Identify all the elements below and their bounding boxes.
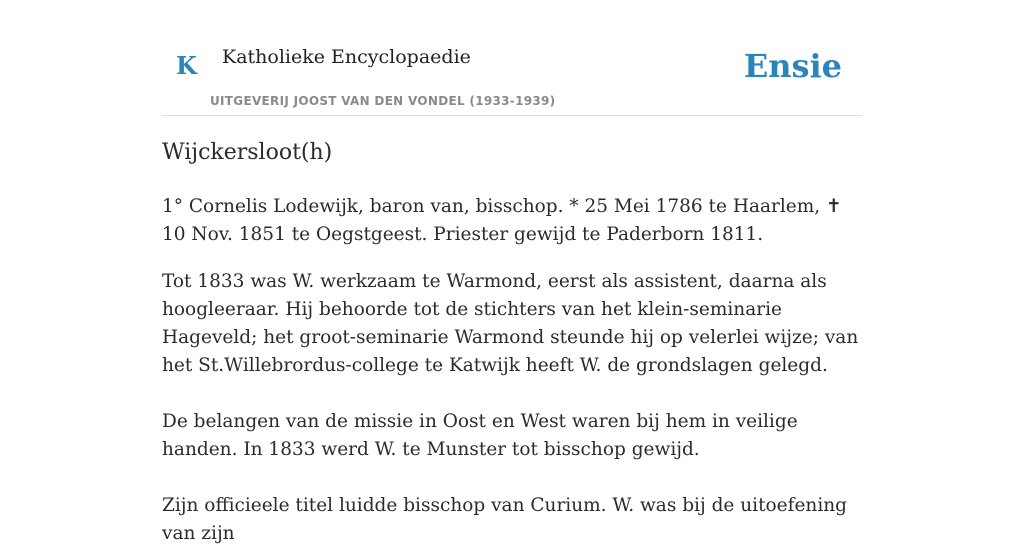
article-paragraph: Zijn officieele titel luidde bisschop van Curium. W. was bij de uitoefening van zijn (162, 494, 847, 544)
article-title: Wijckersloot(h) (162, 140, 333, 165)
publisher-subtitle: UITGEVERIJ JOOST VAN DEN VONDEL (1933-1939) (210, 94, 556, 108)
article-paragraph: Tot 1833 was W. werkzaam te Warmond, eerst als assistent, daarna als hoogleeraar. Hij behoorde tot de stichters van het klein-seminarie Hageveld; het groot-seminarie Warmond steunde hij op velerlei wijze; van het St.Willebrordus-college te Katwijk heeft W. de grondslagen gelegd. (162, 270, 859, 376)
site-header (162, 0, 862, 116)
article-content (162, 138, 862, 548)
article-paragraph: De belangen van de missie in Oost en West waren bij hem in veilige handen. In 1833 werd W. te Munster tot bisschop gewijd. (162, 410, 798, 460)
article-paragraph: 1° Cornelis Lodewijk, baron van, bisschop. * 25 Mei 1786 te Haarlem, ✝ 10 Nov. 1851 te Oegstgeest. Priester gewijd te Paderborn 1811. (162, 195, 842, 245)
site-title[interactable]: Katholieke Encyclopaedie (222, 46, 471, 68)
site-logo[interactable]: K (176, 51, 197, 80)
brand-logo[interactable]: Ensie (743, 47, 842, 85)
